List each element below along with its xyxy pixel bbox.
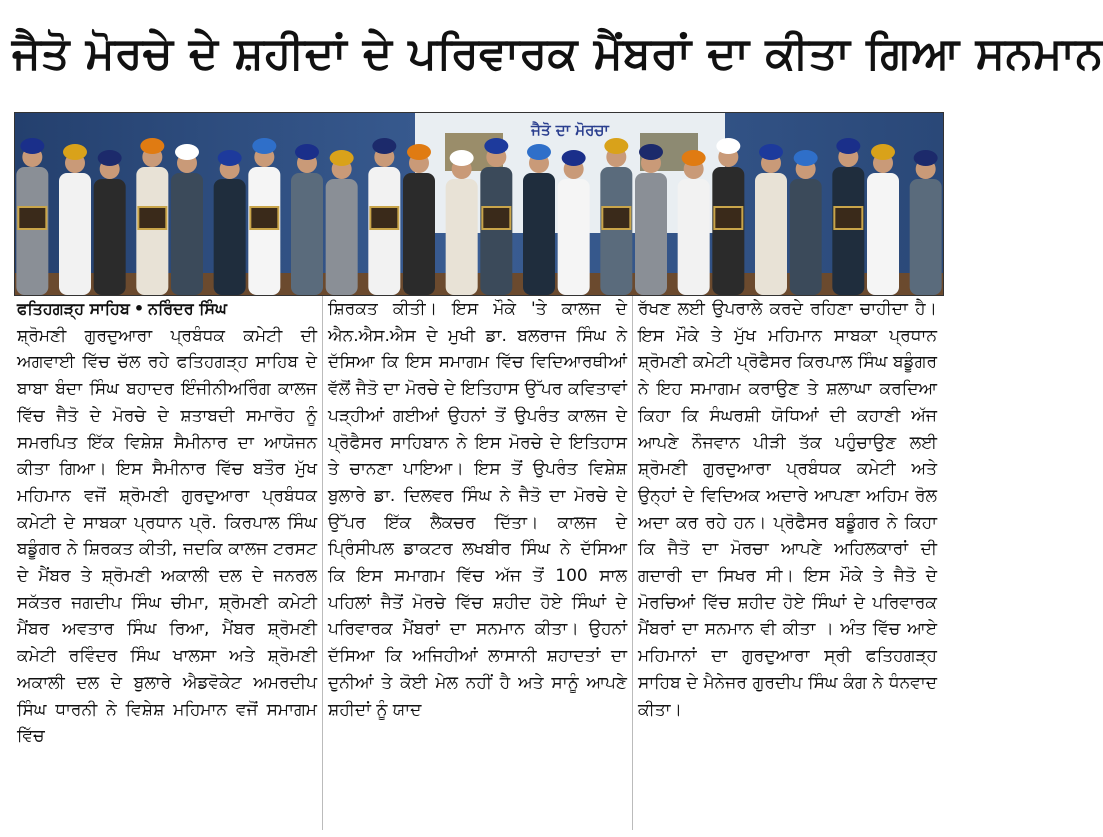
- headline: ਜੈਤੋ ਮੋਰਚੇ ਦੇ ਸ਼ਹੀਦਾਂ ਦੇ ਪਰਿਵਾਰਕ ਮੈਂਬਰਾਂ ਦਾ ਕੀਤਾ ਗਿਆ ਸਨਮਾਨ: [12, 28, 1103, 79]
- banner-title: ਜੈਤੋ ਦਾ ਮੋਰਚਾ: [531, 121, 609, 139]
- group-photo-illustration: [15, 113, 943, 295]
- honor-plaque: [714, 207, 742, 229]
- honor-plaque: [482, 207, 510, 229]
- news-photo: [14, 112, 944, 296]
- article-column-2: [322, 296, 632, 830]
- honor-plaque: [370, 207, 398, 229]
- article-text-column-1: ਸ਼੍ਰੋਮਣੀ ਗੁਰਦੁਆਰਾ ਪ੍ਰਬੰਧਕ ਕਮੇਟੀ ਦੀ ਅਗਵਾਈ ਵਿੱਚ ਚੱਲ ਰਹੇ ਫਤਿਹਗੜ੍ਹ ਸਾਹਿਬ ਦੇ ਬਾਬਾ ਬੰਦਾ ਸਿੰਘ ਬਹਾਦਰ ਇੰਜੀਨੀਅਰਿੰਗ ਕਾਲਜ ਵਿੱਚ ਜੈਤੋ ਦੇ ਮੋਰਚੇ ਦੇ ਸ਼ਤਾਬਦੀ ਸਮਾਰੋਹ ਨੂੰ ਸਮਰਪਿਤ ਇੱਕ ਵਿਸ਼ੇਸ਼ ਸੈਮੀਨਾਰ ਦਾ ਆਯੋਜਨ ਕੀਤਾ ਗਿਆ। ਇਸ ਸੈਮੀਨਾਰ ਵਿੱਚ ਬਤੌਰ ਮੁੱਖ ਮਹਿਮਾਨ ਵਜੋਂ ਸ਼੍ਰੋਮਣੀ ਗੁਰਦੁਆਰਾ ਪ੍ਰਬੰਧਕ ਕਮੇਟੀ ਦੇ ਸਾਬਕਾ ਪ੍ਰਧਾਨ ਪ੍ਰੋ. ਕਿਰਪਾਲ ਸਿੰਘ ਬਡੂੰਗਰ ਨੇ ਸ਼ਿਰਕਤ ਕੀਤੀ, ਜਦਕਿ ਕਾਲਜ ਟਰਸਟ ਦੇ ਮੈਂਬਰ ਤੇ ਸ਼੍ਰੋਮਣੀ ਅਕਾਲੀ ਦਲ ਦੇ ਜਨਰਲ ਸਕੱਤਰ ਜਗਦੀਪ ਸਿੰਘ ਚੀਮਾ, ਸ਼੍ਰੋਮਣੀ ਕਮੇਟੀ ਮੈਂਬਰ ਅਵਤਾਰ ਸਿੰਘ ਰਿਆ, ਮੈਂਬਰ ਸ਼੍ਰੋਮਣੀ ਕਮੇਟੀ ਰਵਿੰਦਰ ਸਿੰਘ ਖਾਲਸਾ ਅਤੇ ਸ਼੍ਰੋਮਣੀ ਅਕਾਲੀ ਦਲ ਦੇ ਬੁਲਾਰੇ ਐਡਵੋਕੇਟ ਅਮਰਦੀਪ ਸਿੰਘ ਧਾਰਨੀ ਨੇ ਵਿਸ਼ੇਸ਼ ਮਹਿਮਾਨ ਵਜੋਂ ਸਮਾਗਮ ਵਿੱਚ: [17, 325, 317, 747]
- byline-place: ਫਤਿਹਗੜ੍ਹ ਸਾਹਿਬ: [17, 299, 130, 318]
- honor-plaque: [602, 207, 630, 229]
- honor-plaque: [250, 207, 278, 229]
- honor-plaque: [834, 207, 862, 229]
- byline-author: ਨਰਿੰਦਰ ਸਿੰਘ: [148, 299, 227, 318]
- article-text-column-2: ਸ਼ਿਰਕਤ ਕੀਤੀ। ਇਸ ਮੌਕੇ 'ਤੇ ਕਾਲਜ ਦੇ ਐਨ.ਐਸ.ਐਸ ਦੇ ਮੁਖੀ ਡਾ. ਬਲਰਾਜ ਸਿੰਘ ਨੇ ਦੱਸਿਆ ਕਿ ਇਸ ਸਮਾਗਮ ਵਿੱਚ ਵਿਦਿਆਰਥੀਆਂ ਵੱਲੋਂ ਜੈਤੋ ਦਾ ਮੋਰਚੇ ਦੇ ਇਤਿਹਾਸ ਉੱਪਰ ਕਵਿਤਾਵਾਂ ਪੜ੍ਹੀਆਂ ਗਈਆਂ ਉਹਨਾਂ ਤੋਂ ਉਪਰੰਤ ਕਾਲਜ ਦੇ ਪ੍ਰੋਫੈਸਰ ਸਾਹਿਬਾਨ ਨੇ ਇਸ ਮੋਰਚੇ ਦੇ ਇਤਿਹਾਸ ਤੇ ਚਾਨਣਾ ਪਾਇਆ। ਇਸ ਤੋਂ ਉਪਰੰਤ ਵਿਸ਼ੇਸ਼ ਬੁਲਾਰੇ ਡਾ. ਦਿਲਵਰ ਸਿੰਘ ਨੇ ਜੈਤੋ ਦਾ ਮੋਰਚੇ ਦੇ ਉੱਪਰ ਇੱਕ ਲੈਕਚਰ ਦਿੱਤਾ। ਕਾਲਜ ਦੇ ਪ੍ਰਿੰਸੀਪਲ ਡਾਕਟਰ ਲਖਬੀਰ ਸਿੰਘ ਨੇ ਦੱਸਿਆ ਕਿ ਇਸ ਸਮਾਗਮ ਵਿੱਚ ਅੱਜ ਤੋਂ 100 ਸਾਲ ਪਹਿਲਾਂ ਜੈਤੋਂ ਮੋਰਚੇ ਵਿੱਚ ਸ਼ਹੀਦ ਹੋਏ ਸਿੰਘਾਂ ਦੇ ਪਰਿਵਾਰਕ ਮੈਂਬਰਾਂ ਦਾ ਸਨਮਾਨ ਕੀਤਾ। ਉਹਨਾਂ ਦੱਸਿਆ ਕਿ ਅਜਿਹੀਆਂ ਲਾਸਾਨੀ ਸ਼ਹਾਦਤਾਂ ਦਾ ਦੁਨੀਆਂ ਤੇ ਕੋਈ ਮੇਲ ਨਹੀਂ ਹੈ ਅਤੇ ਸਾਨੂੰ ਆਪਣੇ ਸ਼ਹੀਦਾਂ ਨੂੰ ਯਾਦ: [328, 299, 627, 720]
- article-columns: [12, 296, 943, 830]
- article-column-3: [632, 296, 942, 830]
- honor-plaque: [138, 207, 166, 229]
- byline-separator: •: [133, 299, 145, 318]
- honor-plaque: [18, 207, 46, 229]
- byline: [17, 296, 317, 323]
- article-column-1: [12, 296, 322, 830]
- article-text-column-3: ਰੱਖਣ ਲਈ ਉਪਰਾਲੇ ਕਰਦੇ ਰਹਿਣਾ ਚਾਹੀਦਾ ਹੈ। ਇਸ ਮੌਕੇ ਤੇ ਮੁੱਖ ਮਹਿਮਾਨ ਸਾਬਕਾ ਪ੍ਰਧਾਨ ਸ਼੍ਰੋਮਣੀ ਕਮੇਟੀ ਪ੍ਰੋਫੈਸਰ ਕਿਰਪਾਲ ਸਿੰਘ ਬਡੂੰਗਰ ਨੇ ਇਹ ਸਮਾਗਮ ਕਰਾਉਣ ਤੇ ਸ਼ਲਾਘਾ ਕਰਦਿਆ ਕਿਹਾ ਕਿ ਸੰਘਰਸ਼ੀ ਯੋਧਿਆਂ ਦੀ ਕਹਾਣੀ ਅੱਜ ਆਪਣੇ ਨੌਜਵਾਨ ਪੀੜੀ ਤੱਕ ਪਹੁੰਚਾਉਣ ਲਈ ਸ਼੍ਰੋਮਣੀ ਗੁਰਦੁਆਰਾ ਪ੍ਰਬੰਧਕ ਕਮੇਟੀ ਅਤੇ ਉਨ੍ਹਾਂ ਦੇ ਵਿਦਿਅਕ ਅਦਾਰੇ ਆਪਣਾ ਅਹਿਮ ਰੋਲ ਅਦਾ ਕਰ ਰਹੇ ਹਨ। ਪ੍ਰੋਫੈਸਰ ਬਡੂੰਗਰ ਨੇ ਕਿਹਾ ਕਿ ਜੈਤੋ ਦਾ ਮੋਰਚਾ ਆਪਣੇ ਅਹਿਲਕਾਰਾਂ ਦੀ ਗਦਾਰੀ ਦਾ ਸਿਖਰ ਸੀ। ਇਸ ਮੌਕੇ ਤੇ ਜੈਤੋ ਦੇ ਮੋਰਚਿਆਂ ਵਿੱਚ ਸ਼ਹੀਦ ਹੋਏ ਸਿੰਘਾਂ ਦੇ ਪਰਿਵਾਰਕ ਮੈਂਬਰਾਂ ਦਾ ਸਨਮਾਨ ਵੀ ਕੀਤਾ । ਅੰਤ ਵਿੱਚ ਆਏ ਮਹਿਮਾਨਾਂ ਦਾ ਗੁਰਦੁਆਰਾ ਸ੍ਰੀ ਫਤਿਹਗੜ੍ਹ ਸਾਹਿਬ ਦੇ ਮੈਨੇਜਰ ਗੁਰਦੀਪ ਸਿੰਘ ਕੰਗ ਨੇ ਧੰਨਵਾਦ ਕੀਤਾ।: [638, 299, 937, 720]
